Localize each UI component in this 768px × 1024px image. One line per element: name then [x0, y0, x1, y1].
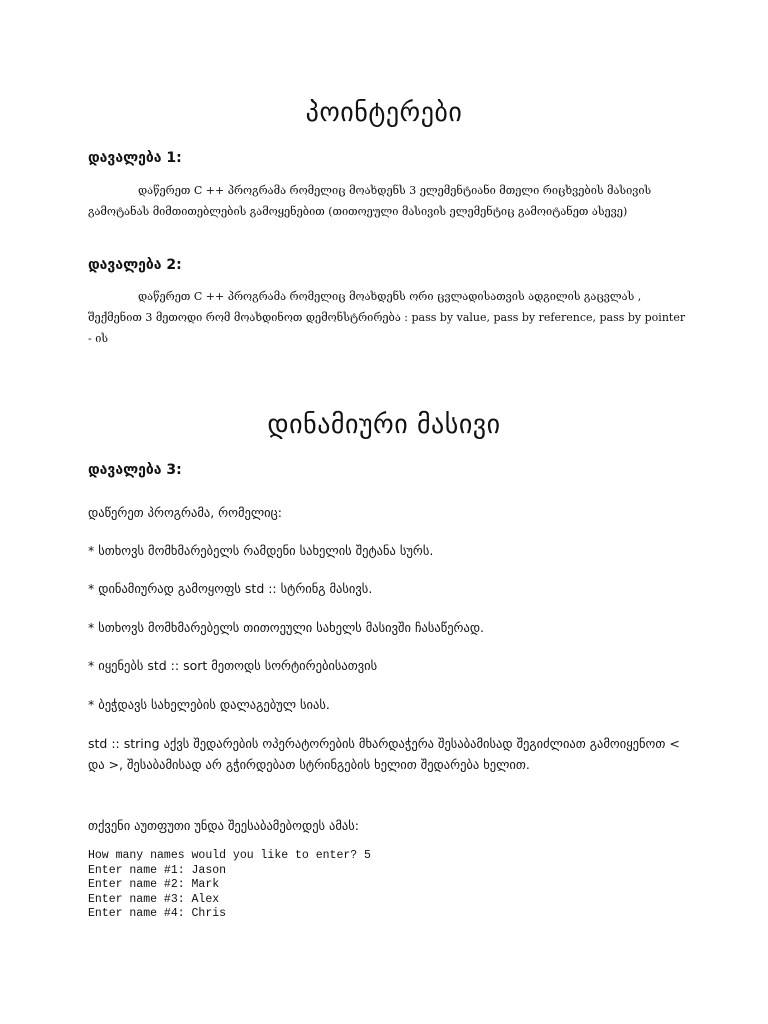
task-3-bullet-3: * სთხოვს მომხმარებელს თითოეული სახელს მასივში ჩასაწერად.	[88, 620, 485, 635]
task-3-intro: დაწერეთ პროგრამა, რომელიც:	[88, 505, 282, 520]
sample-output-line: Enter name #3: Alex	[88, 892, 220, 906]
sample-output	[88, 849, 688, 922]
task-3-bullet-4: * იყენებს std :: sort მეთოდს სორტირებისათვის	[88, 658, 378, 673]
sample-output-line: How many names would you like to enter? 5	[88, 849, 371, 862]
section-title-dynamic-array: დინამიური მასივი	[267, 410, 501, 440]
section-title-pointers: პოინტერები	[305, 98, 463, 128]
sample-output-line: Enter name #2: Mark	[88, 878, 220, 892]
sample-output-line: Enter name #4: Chris	[88, 907, 227, 921]
task-1-body: დაწერეთ C ++ პროგრამა რომელიც მოახდენს 3 ელემენტიანი მთელი რიცხვების მასივის გამოტანას მიმთითებლების გამოყენებით (თითოეული მასივის ელემენტიც გამოიტანეთ ასევე)	[88, 184, 652, 218]
task-3-bullet-5: * ბეჭდავს სახელების დალაგებულ სიას.	[88, 697, 330, 712]
task-2-body: დაწერეთ C ++ პროგრამა რომელიც მოახდენს ორი ცვლადისათვის ადგილის გაცვლას , შექმენით 3 მეთოდი რომ მოახდინოთ დემონსტრირება : pass by value, pass by reference, pass by pointer - ის	[88, 290, 686, 345]
task-3-note: std :: string აქვს შედარების ოპერატორების მხარდაჭერა შესაბამისად შეგიძლიათ გამოიყენოთ < და >, შესაბამისად არ გჭირდებათ სტრინგების ხელით შედარება ხელით.	[88, 736, 680, 772]
task-3-bullet-2: * დინამიურად გამოყოფს std :: სტრინგ მასივს.	[88, 581, 373, 596]
sample-output-line: Enter name #1: Jason	[88, 863, 227, 877]
task-3-bullet-1: * სთხოვს მომხმარებელს რამდენი სახელის შეტანა სურს.	[88, 543, 434, 558]
task-3-output-intro: თქვენი აუთფუთი უნდა შეესაბამებოდეს ამას:	[88, 818, 360, 833]
task-1-label: დავალება 1:	[88, 150, 182, 166]
task-2-label: დავალება 2:	[88, 257, 182, 273]
task-3-label: დავალება 3:	[88, 462, 182, 478]
